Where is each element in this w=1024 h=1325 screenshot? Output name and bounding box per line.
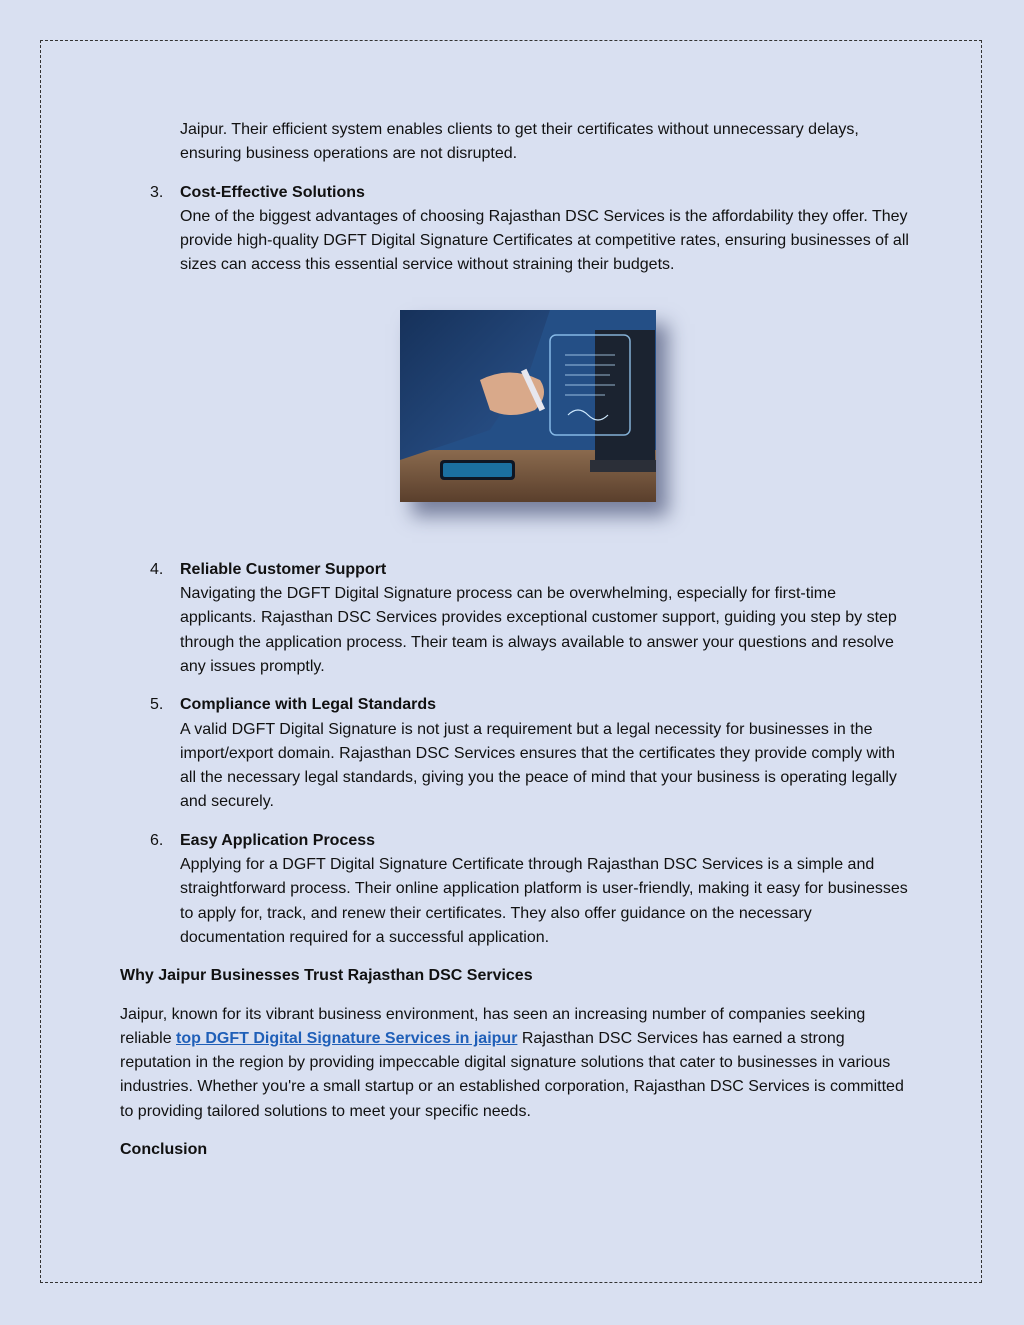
digital-signature-photo — [400, 310, 656, 502]
list-number: 5. — [150, 696, 164, 714]
paragraph-text-after-link: Rajasthan DSC Services has earned a strong reputation in the region by providing impeccable digital signature solutions that cater to businesses in various industries. Whether you're a small startup or an established corporation, Rajasthan DSC Services is committed to providing tailored solutions to meet your specific needs. — [120, 1029, 904, 1120]
list-item-cost-effective — [120, 181, 910, 278]
paragraph-text-before-link: Jaipur, known for its vibrant business environment, has seen an increasing number of companies seeking reliable — [120, 1005, 866, 1047]
list-number: 4. — [150, 560, 164, 578]
list-item-easy-application — [120, 829, 910, 950]
list-item-continuation — [120, 118, 910, 167]
conclusion-heading: Conclusion — [120, 1141, 208, 1159]
section-paragraph — [120, 1003, 910, 1124]
list-item-title: Cost-Effective Solutions — [180, 183, 365, 201]
intro-continuation-text: Jaipur. Their efficient system enables clients to get their certificates without unnecessary delays, ensuring business operations are not disrupted. — [180, 121, 859, 163]
list-item-customer-support — [120, 558, 910, 679]
list-item-title: Compliance with Legal Standards — [180, 696, 437, 714]
list-number: 3. — [150, 183, 164, 201]
list-item-body: Applying for a DGFT Digital Signature Certificate through Rajasthan DSC Services is a simple and straightforward process. Their online application platform is user-friendly, making it easy for businesses to apply for, track, and renew their certificates. They also offer guidance on the necessary documentation required for a successful application. — [180, 856, 908, 946]
list-item-title: Easy Application Process — [180, 831, 376, 849]
document-content — [120, 118, 910, 1176]
list-number: 6. — [150, 831, 164, 849]
list-item-compliance — [120, 693, 910, 814]
section-heading: Why Jaipur Businesses Trust Rajasthan DSC Services — [120, 967, 533, 985]
list-item-body: One of the biggest advantages of choosing Rajasthan DSC Services is the affordability they offer. They provide high-quality DGFT Digital Signature Certificates at competitive rates, ensuring businesses of all sizes can access this essential service without straining their budgets. — [180, 207, 909, 274]
dgft-services-link[interactable]: top DGFT Digital Signature Services in jaipur — [176, 1029, 518, 1047]
list-item-body: Navigating the DGFT Digital Signature process can be overwhelming, especially for first-time applicants. Rajasthan DSC Services provides exceptional customer support, guiding you step by step through the application process. Their team is always available to answer your questions and resolve any issues promptly. — [180, 585, 897, 675]
list-item-body: A valid DGFT Digital Signature is not just a requirement but a legal necessity for businesses in the import/export domain. Rajasthan DSC Services ensures that the certificates they provide comply with all the necessary legal standards, giving you the peace of mind that your business is operating legally and securely. — [180, 720, 897, 811]
list-item-title: Reliable Customer Support — [180, 560, 387, 578]
